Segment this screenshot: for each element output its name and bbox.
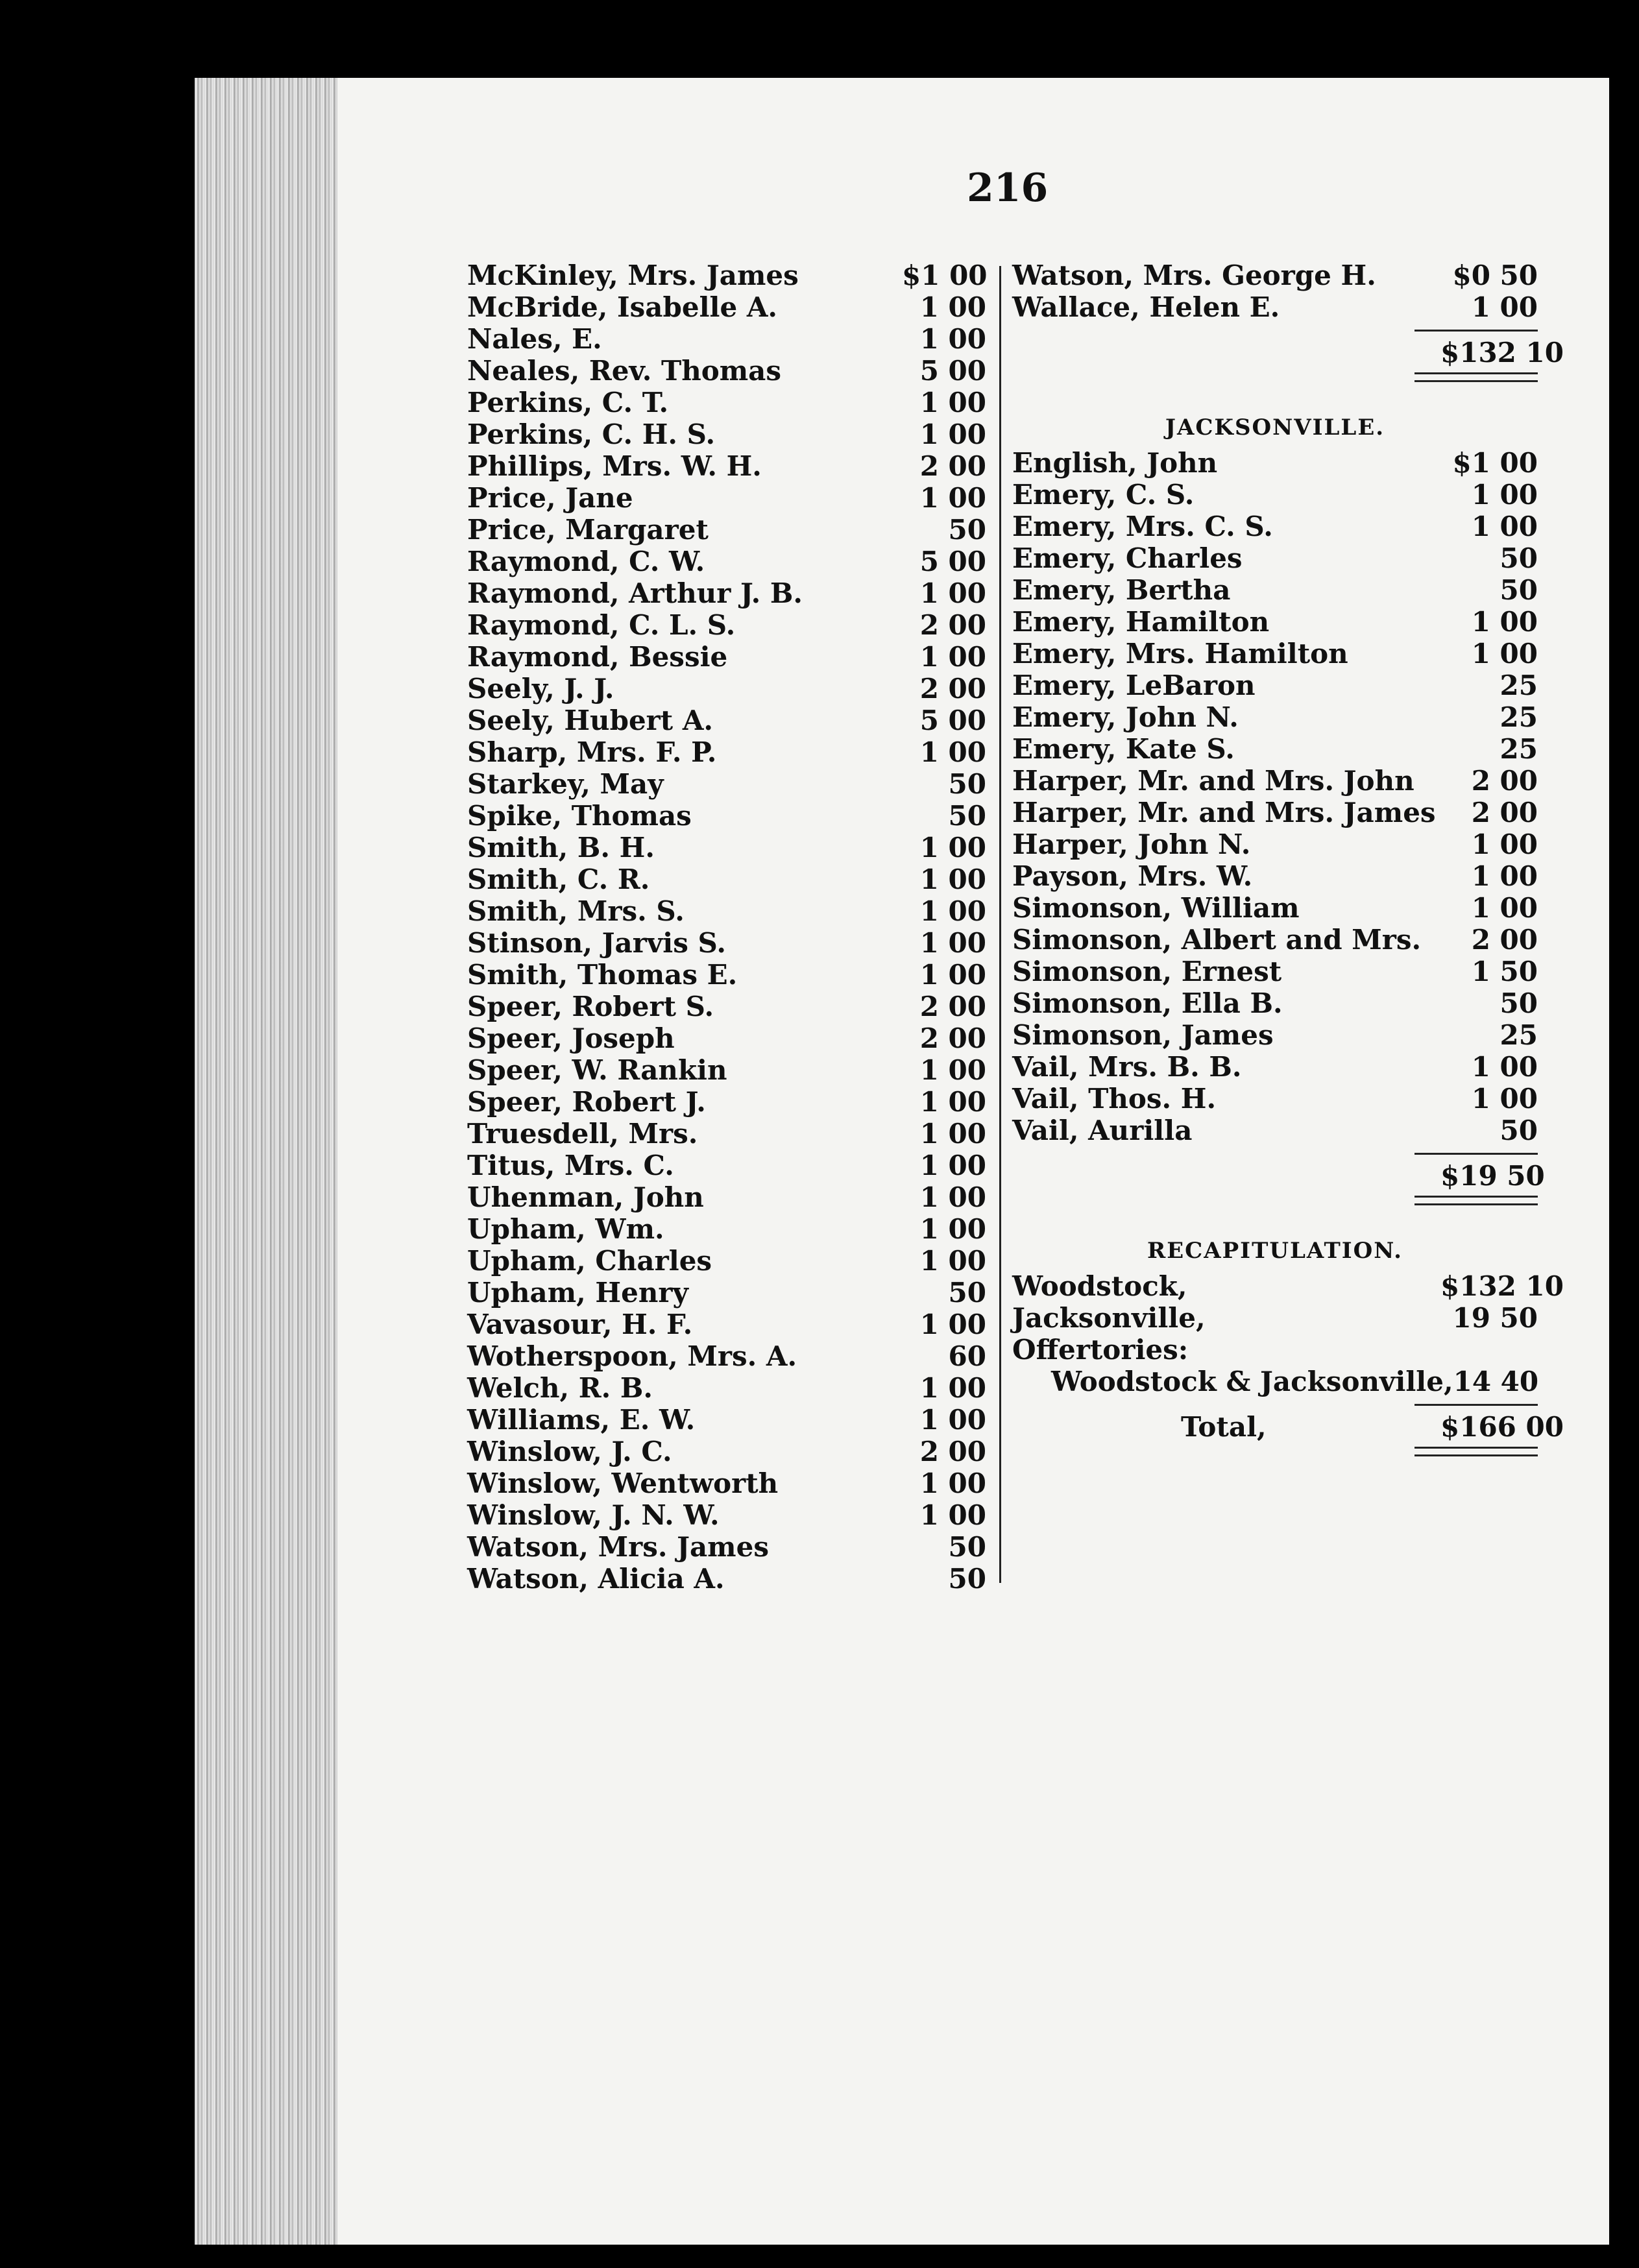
- contribution-amount: 19 50: [1452, 1302, 1538, 1334]
- contribution-amount: $1 00: [1452, 447, 1538, 479]
- contributor-name: McKinley, Mrs. James: [467, 259, 799, 291]
- jacksonville-total-row: [1012, 1160, 1545, 1192]
- contribution-amount: 1 00: [919, 1181, 986, 1213]
- contributor-row: [467, 1436, 986, 1467]
- contributor-row: [467, 1054, 986, 1086]
- contribution-amount: 1 00: [919, 323, 986, 355]
- contributor-row: [467, 673, 986, 705]
- contributor-name: Neales, Rev. Thomas: [467, 355, 782, 387]
- contributor-name: Winslow, Wentworth: [467, 1467, 779, 1499]
- contributor-row: [1012, 1270, 1564, 1302]
- contribution-amount: 2 00: [919, 450, 986, 482]
- contributor-name: Payson, Mrs. W.: [1012, 860, 1253, 892]
- contributor-name: Smith, C. R.: [467, 863, 650, 895]
- contribution-amount: 60: [948, 1340, 986, 1372]
- contributor-row: [467, 577, 986, 609]
- contribution-amount: 5 00: [919, 546, 986, 577]
- contributor-name: Smith, Thomas E.: [467, 959, 738, 991]
- contributor-name: Perkins, C. T.: [467, 387, 669, 418]
- contributor-row: [467, 355, 986, 387]
- contributor-row: [467, 1245, 986, 1277]
- contribution-amount: 2 00: [1471, 924, 1538, 956]
- contributor-name: Upham, Wm.: [467, 1213, 664, 1245]
- contributor-row: [1012, 670, 1538, 701]
- left-column: [467, 259, 986, 1595]
- contributor-row: [467, 959, 986, 991]
- contributor-name: Simonson, William: [1012, 892, 1300, 924]
- contributor-name: Price, Margaret: [467, 514, 709, 546]
- contribution-amount: 1 00: [919, 736, 986, 768]
- contribution-amount: 1 00: [919, 1467, 986, 1499]
- contribution-amount: 1 00: [919, 832, 986, 863]
- contributor-name: Titus, Mrs. C.: [467, 1150, 674, 1181]
- contribution-amount: 1 00: [919, 387, 986, 418]
- contributor-name: Harper, Mr. and Mrs. James: [1012, 797, 1436, 828]
- contributor-row: [467, 1499, 986, 1531]
- contributor-name: Vail, Thos. H.: [1012, 1083, 1217, 1115]
- offertory-row: [1012, 1366, 1538, 1397]
- contribution-amount: 50: [1499, 574, 1538, 606]
- contribution-amount: 2 00: [1471, 765, 1538, 797]
- contribution-amount: 1 00: [1471, 479, 1538, 511]
- contribution-amount: 1 00: [1471, 638, 1538, 670]
- contribution-amount: 1 00: [919, 1086, 986, 1118]
- contribution-amount: 1 00: [919, 863, 986, 895]
- contributor-row: [467, 387, 986, 418]
- offertory-label: Woodstock & Jacksonville,: [1051, 1366, 1453, 1397]
- contribution-amount: 1 00: [1471, 828, 1538, 860]
- contribution-amount: 50: [948, 1563, 986, 1595]
- contribution-amount: 1 00: [919, 1118, 986, 1150]
- contributor-name: Raymond, C. L. S.: [467, 609, 736, 641]
- contributor-row: [1012, 259, 1538, 291]
- subtotal-rule: [1414, 1153, 1538, 1155]
- contribution-amount: 50: [1499, 987, 1538, 1019]
- grand-total-label: Total,: [1181, 1411, 1267, 1443]
- woodstock-total: $132 10: [1440, 337, 1564, 368]
- total-double-rule: [1414, 1196, 1538, 1205]
- contribution-amount: 1 00: [1471, 1051, 1538, 1083]
- contributor-name: Harper, John N.: [1012, 828, 1251, 860]
- contributor-row: [467, 1531, 986, 1563]
- page-number: 216: [967, 165, 1049, 211]
- contributor-row: [467, 418, 986, 450]
- contributor-name: Winslow, J. C.: [467, 1436, 672, 1467]
- contributor-name: Uhenman, John: [467, 1181, 704, 1213]
- contributor-name: Seely, J. J.: [467, 673, 614, 705]
- contribution-amount: 1 00: [919, 1404, 986, 1436]
- contributor-row: [467, 323, 986, 355]
- total-double-rule: [1414, 372, 1538, 382]
- contributor-name: Speer, Joseph: [467, 1022, 675, 1054]
- contributor-row: [1012, 733, 1538, 765]
- contributor-row: [1012, 892, 1538, 924]
- contributor-row: [467, 1404, 986, 1436]
- contributor-row: [1012, 511, 1538, 542]
- contribution-amount: 25: [1499, 1019, 1538, 1051]
- contributor-name: Sharp, Mrs. F. P.: [467, 736, 717, 768]
- contribution-amount: 1 00: [919, 641, 986, 673]
- contributor-name: Perkins, C. H. S.: [467, 418, 716, 450]
- contributor-row: [467, 927, 986, 959]
- contributor-name: Wotherspoon, Mrs. A.: [467, 1340, 797, 1372]
- contribution-amount: 25: [1499, 733, 1538, 765]
- contributor-name: Upham, Charles: [467, 1245, 712, 1277]
- contributor-name: Spike, Thomas: [467, 800, 692, 832]
- contributor-name: Emery, Mrs. C. S.: [1012, 511, 1273, 542]
- subtotal-rule: [1414, 330, 1538, 332]
- contribution-amount: 2 00: [919, 673, 986, 705]
- contributor-row: [1012, 1019, 1538, 1051]
- jacksonville-heading: JACKSONVILLE.: [1165, 415, 1385, 440]
- contributor-name: Winslow, J. N. W.: [467, 1499, 720, 1531]
- contributor-name: Emery, John N.: [1012, 701, 1239, 733]
- contributor-row: [1012, 701, 1538, 733]
- contribution-amount: 1 00: [1471, 1083, 1538, 1115]
- contributor-row: [467, 482, 986, 514]
- contribution-amount: $1 00: [902, 259, 988, 291]
- contributor-name: Starkey, May: [467, 768, 664, 800]
- woodstock-total-row: [1012, 337, 1564, 368]
- contributor-name: Emery, Kate S.: [1012, 733, 1235, 765]
- grand-total-amount: $166 00: [1440, 1411, 1564, 1443]
- contributor-name: Stinson, Jarvis S.: [467, 927, 726, 959]
- contributor-row: [1012, 1051, 1538, 1083]
- contribution-amount: 5 00: [919, 705, 986, 736]
- contributor-row: [467, 1309, 986, 1340]
- contribution-amount: 1 00: [919, 1054, 986, 1086]
- contribution-amount: 1 00: [919, 1309, 986, 1340]
- contributor-name: Emery, Mrs. Hamilton: [1012, 638, 1348, 670]
- contribution-amount: 1 00: [919, 1150, 986, 1181]
- contributor-name: Truesdell, Mrs.: [467, 1118, 698, 1150]
- contributor-row: [1012, 1302, 1538, 1334]
- contributor-row: [467, 736, 986, 768]
- total-double-rule: [1414, 1447, 1538, 1456]
- contributor-name: Vavasour, H. F.: [467, 1309, 693, 1340]
- contributor-name: Woodstock,: [1012, 1270, 1187, 1302]
- contributor-row: [467, 1150, 986, 1181]
- contribution-amount: 1 00: [1471, 860, 1538, 892]
- contributor-name: Watson, Alicia A.: [467, 1563, 725, 1595]
- contribution-amount: 50: [948, 768, 986, 800]
- contributor-row: [467, 1181, 986, 1213]
- jacksonville-total: $19 50: [1440, 1160, 1545, 1192]
- offertory-amount: 14 40: [1453, 1366, 1539, 1397]
- contributor-row: [1012, 1334, 1538, 1366]
- contributor-row: [1012, 1115, 1538, 1146]
- contributor-row: [1012, 1083, 1538, 1115]
- contributor-name: Williams, E. W.: [467, 1404, 696, 1436]
- contributor-row: [1012, 956, 1538, 987]
- contributor-row: [467, 1086, 986, 1118]
- contributor-name: Simonson, James: [1012, 1019, 1274, 1051]
- contribution-amount: 1 00: [919, 291, 986, 323]
- contributor-name: Vail, Mrs. B. B.: [1012, 1051, 1242, 1083]
- contributor-row: [1012, 765, 1538, 797]
- contributor-row: [467, 1277, 986, 1309]
- contributor-name: McBride, Isabelle A.: [467, 291, 778, 323]
- contribution-amount: 50: [1499, 542, 1538, 574]
- contributor-name: Raymond, C. W.: [467, 546, 705, 577]
- contribution-amount: $0 50: [1452, 259, 1538, 291]
- contributor-name: Raymond, Arthur J. B.: [467, 577, 803, 609]
- contributor-row: [467, 991, 986, 1022]
- contributor-row: [467, 514, 986, 546]
- contribution-amount: 1 00: [919, 1245, 986, 1277]
- contribution-amount: 1 50: [1471, 956, 1538, 987]
- contributor-row: [467, 863, 986, 895]
- contributor-name: Price, Jane: [467, 482, 633, 514]
- contributor-name: Emery, Charles: [1012, 542, 1243, 574]
- contribution-amount: 2 00: [919, 991, 986, 1022]
- contribution-amount: 1 00: [1471, 291, 1538, 323]
- contributor-name: Jacksonville,: [1012, 1302, 1206, 1334]
- contributor-name: Vail, Aurilla: [1012, 1115, 1193, 1146]
- contribution-amount: 1 00: [919, 577, 986, 609]
- column-divider: [999, 266, 1001, 1583]
- contributor-row: [467, 546, 986, 577]
- contributor-name: Raymond, Bessie: [467, 641, 728, 673]
- contributor-row: [1012, 479, 1538, 511]
- contributor-name: Emery, LeBaron: [1012, 670, 1256, 701]
- contributor-name: Wallace, Helen E.: [1012, 291, 1280, 323]
- contributor-row: [467, 1213, 986, 1245]
- contributor-row: [467, 800, 986, 832]
- contribution-amount: 50: [948, 1277, 986, 1309]
- contributor-name: Smith, Mrs. S.: [467, 895, 685, 927]
- contributor-row: [467, 1372, 986, 1404]
- contributor-row: [467, 1118, 986, 1150]
- contribution-amount: 1 00: [919, 418, 986, 450]
- contribution-amount: 2 00: [1471, 797, 1538, 828]
- contributor-name: Emery, Bertha: [1012, 574, 1231, 606]
- contributor-row: [1012, 987, 1538, 1019]
- contributor-row: [467, 895, 986, 927]
- contribution-amount: 1 00: [919, 1372, 986, 1404]
- contributor-row: [467, 768, 986, 800]
- contributor-name: Welch, R. B.: [467, 1372, 653, 1404]
- contributor-row: [1012, 828, 1538, 860]
- contribution-amount: 25: [1499, 670, 1538, 701]
- contribution-amount: 1 00: [919, 895, 986, 927]
- contributor-name: Watson, Mrs. George H.: [1012, 259, 1376, 291]
- contribution-amount: 50: [1499, 1115, 1538, 1146]
- contribution-amount: 1 00: [1471, 606, 1538, 638]
- contributor-name: Emery, Hamilton: [1012, 606, 1270, 638]
- contributor-row: [467, 1467, 986, 1499]
- contribution-amount: 2 00: [919, 609, 986, 641]
- contributor-name: Offertories:: [1012, 1334, 1189, 1366]
- contributor-name: Harper, Mr. and Mrs. John: [1012, 765, 1414, 797]
- right-column: [1012, 259, 1564, 1456]
- contributor-name: English, John: [1012, 447, 1218, 479]
- contributor-row: [1012, 638, 1538, 670]
- contributor-name: Emery, C. S.: [1012, 479, 1195, 511]
- contribution-amount: 1 00: [1471, 892, 1538, 924]
- contributor-name: Seely, Hubert A.: [467, 705, 714, 736]
- contribution-amount: 50: [948, 514, 986, 546]
- contributor-row: [1012, 574, 1538, 606]
- contributor-row: [1012, 797, 1538, 828]
- contributor-row: [467, 450, 986, 482]
- contribution-amount: 25: [1499, 701, 1538, 733]
- contribution-amount: 50: [948, 800, 986, 832]
- contribution-amount: 1 00: [919, 927, 986, 959]
- contribution-amount: 50: [948, 1531, 986, 1563]
- contributor-row: [467, 259, 986, 291]
- contributor-row: [1012, 924, 1538, 956]
- contributor-row: [1012, 447, 1538, 479]
- contribution-amount: 2 00: [919, 1022, 986, 1054]
- contribution-amount: 1 00: [919, 959, 986, 991]
- contribution-amount: 2 00: [919, 1436, 986, 1467]
- contributor-row: [467, 291, 986, 323]
- contribution-amount: 5 00: [919, 355, 986, 387]
- contributor-name: Simonson, Ernest: [1012, 956, 1282, 987]
- contributor-row: [467, 1563, 986, 1595]
- contributor-row: [467, 609, 986, 641]
- recapitulation-heading: RECAPITULATION.: [1147, 1238, 1403, 1264]
- contributor-name: Speer, W. Rankin: [467, 1054, 727, 1086]
- contributor-row: [467, 705, 986, 736]
- contributor-name: Simonson, Albert and Mrs.: [1012, 924, 1422, 956]
- contributor-row: [1012, 542, 1538, 574]
- contributor-row: [1012, 291, 1538, 323]
- contribution-amount: 1 00: [1471, 511, 1538, 542]
- contributor-row: [1012, 606, 1538, 638]
- contributor-row: [467, 641, 986, 673]
- contribution-amount: 1 00: [919, 1213, 986, 1245]
- contributor-name: Watson, Mrs. James: [467, 1531, 769, 1563]
- subtotal-rule: [1414, 1404, 1538, 1406]
- contributor-name: Speer, Robert S.: [467, 991, 714, 1022]
- contributor-row: [467, 1022, 986, 1054]
- contributor-row: [467, 832, 986, 863]
- contributor-name: Phillips, Mrs. W. H.: [467, 450, 762, 482]
- contributor-name: Nales, E.: [467, 323, 602, 355]
- contribution-amount: $132 10: [1440, 1270, 1564, 1302]
- grand-total-row: [1012, 1411, 1564, 1443]
- contributor-name: Upham, Henry: [467, 1277, 688, 1309]
- contributor-name: Simonson, Ella B.: [1012, 987, 1283, 1019]
- contributor-row: [467, 1340, 986, 1372]
- contributor-name: Smith, B. H.: [467, 832, 655, 863]
- contributor-name: Speer, Robert J.: [467, 1086, 706, 1118]
- contribution-amount: 1 00: [919, 482, 986, 514]
- contribution-amount: 1 00: [919, 1499, 986, 1531]
- contributor-row: [1012, 860, 1538, 892]
